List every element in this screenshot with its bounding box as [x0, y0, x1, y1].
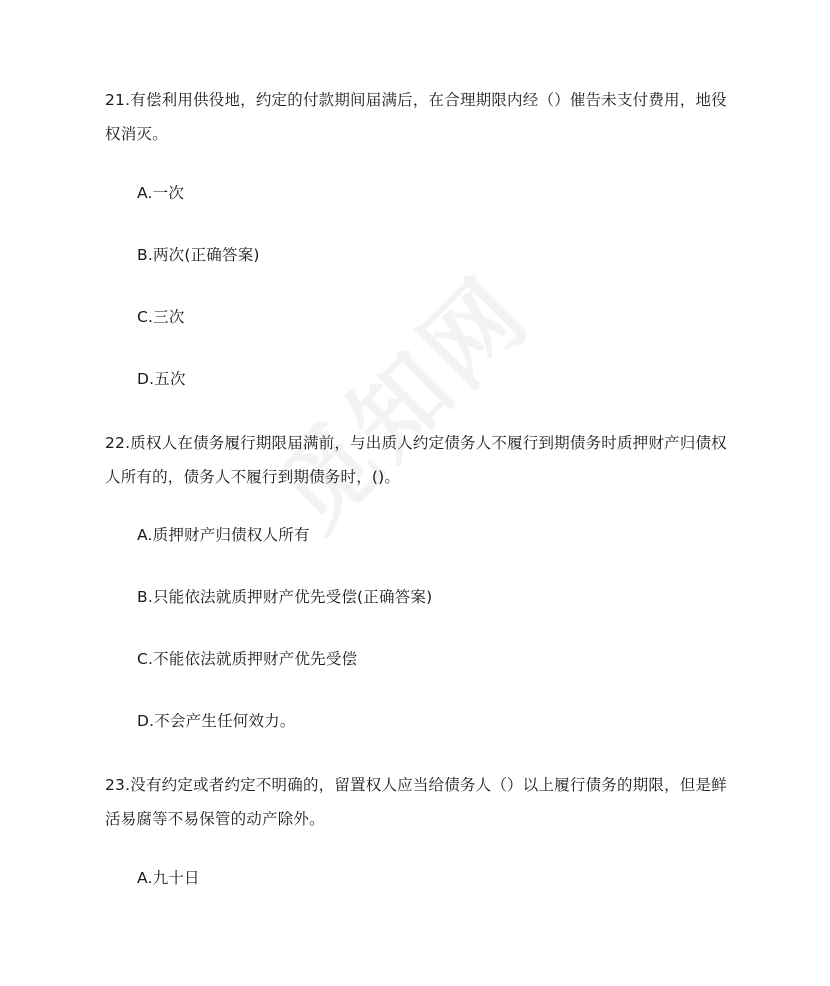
question-21: 21.有偿利用供役地，约定的付款期间届满后，在合理期限内经（）催告未支付费用，地役权消灭。: [105, 91, 727, 143]
option-21-b: B.两次(正确答案): [137, 246, 260, 264]
option-23-a: A.九十日: [137, 869, 200, 887]
question-22: 22.质权人在债务履行期限届满前，与出质人约定债务人不履行到期债务时质押财产归债权人所有的，债务人不履行到期债务时，()。: [105, 434, 727, 486]
option-22-c: C.不能依法就质押财产优先受偿: [137, 650, 358, 668]
question-23: 23.没有约定或者约定不明确的，留置权人应当给债务人（）以上履行债务的期限，但是鲜活易腐等不易保管的动产除外。: [105, 776, 727, 828]
option-21-c: C.三次: [137, 308, 185, 326]
option-21-d: D.五次: [137, 370, 186, 388]
watermark: [241, 242, 554, 555]
option-22-d: D.不会产生任何效力。: [137, 712, 296, 730]
option-22-a: A.质押财产归债权人所有: [137, 526, 310, 544]
option-22-b: B.只能依法就质押财产优先受偿(正确答案): [137, 588, 433, 606]
option-21-a: A.一次: [137, 184, 185, 202]
